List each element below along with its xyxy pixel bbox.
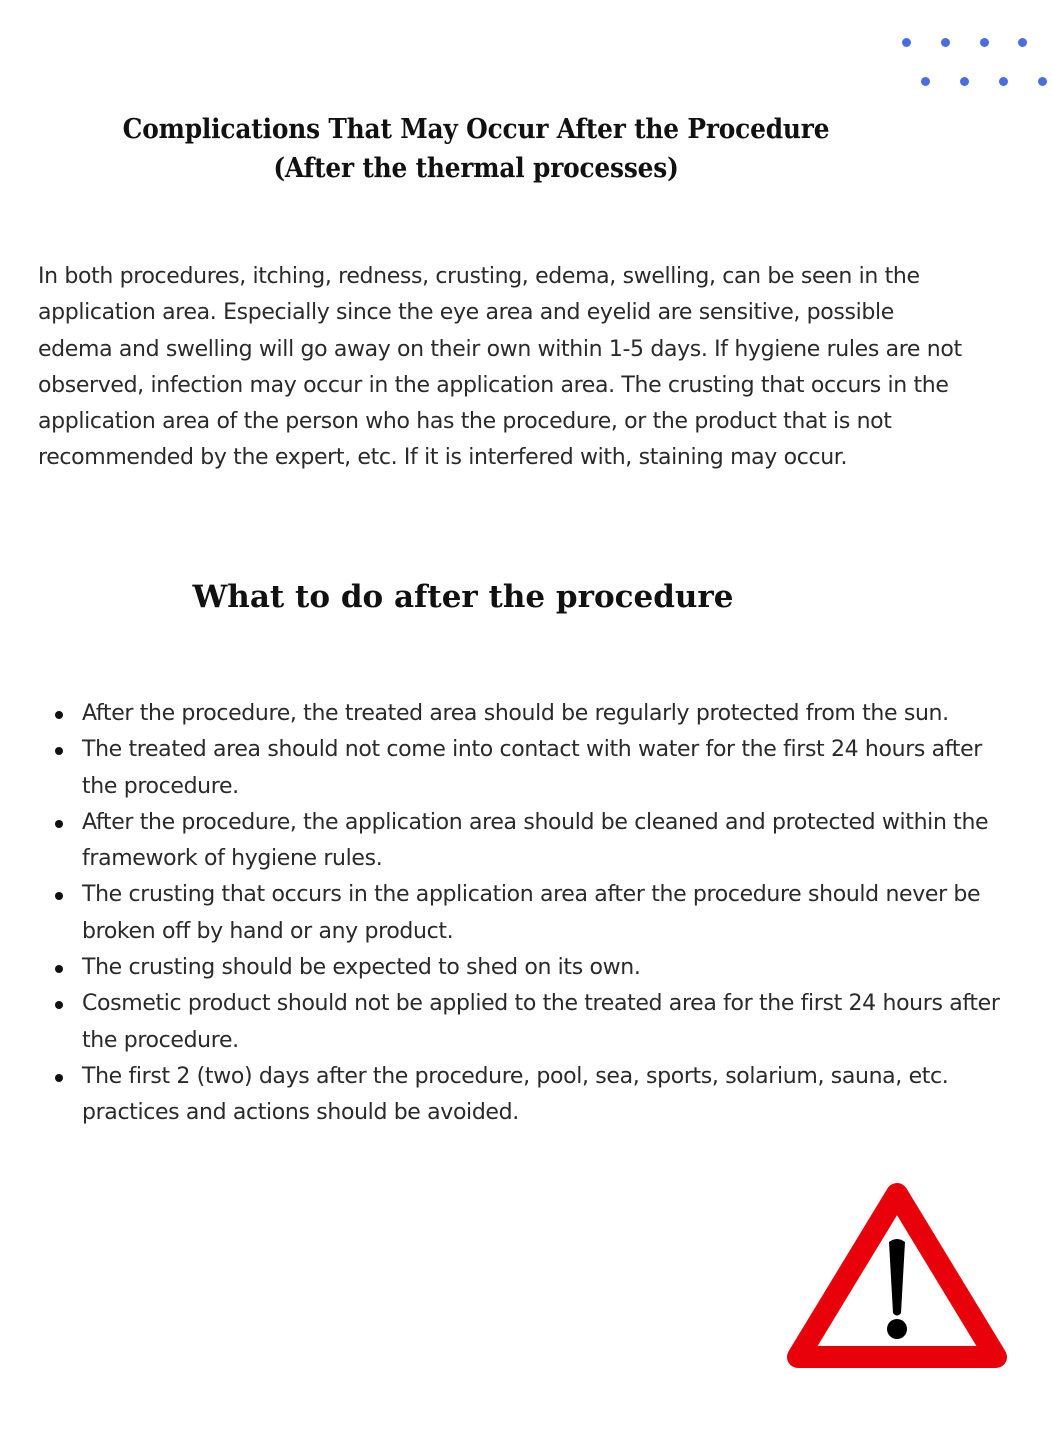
list-item xyxy=(82,732,1002,805)
list-item xyxy=(82,1059,1002,1132)
decorative-dot-pattern xyxy=(0,0,1052,120)
dot-icon xyxy=(980,38,989,47)
bullet-icon xyxy=(55,1074,63,1082)
title-line-2: (After the thermal processes) xyxy=(273,153,679,184)
bullet-icon xyxy=(55,711,63,719)
list-item-text: The crusting should be expected to shed on its own. xyxy=(82,955,641,981)
list-item-text: The first 2 (two) days after the procedure, pool, sea, sports, solarium, sauna, etc. practices and actions should be avoided. xyxy=(82,1063,949,1126)
dot-icon xyxy=(1038,77,1047,86)
list-item xyxy=(82,696,1002,732)
page-title xyxy=(38,110,914,188)
bullet-icon xyxy=(55,892,63,900)
section-heading: What to do after the procedure xyxy=(192,579,734,615)
list-item xyxy=(82,805,1002,878)
list-item xyxy=(82,986,1002,1059)
list-item-text: After the procedure, the treated area should be regularly protected from the sun. xyxy=(82,701,949,726)
dot-icon xyxy=(999,77,1008,86)
list-item xyxy=(82,950,1002,986)
bullet-icon xyxy=(55,820,63,828)
list-item xyxy=(82,877,1002,950)
list-item-text: Cosmetic product should not be applied to the treated area for the first 24 hours after the procedure. xyxy=(82,991,1000,1053)
bullet-icon xyxy=(55,1001,63,1009)
dot-icon xyxy=(902,38,911,47)
warning-triangle-icon xyxy=(786,1180,1008,1370)
title-line-1: Complications That May Occur After the Procedure xyxy=(122,114,830,145)
dot-icon xyxy=(960,77,969,86)
list-item-text: The crusting that occurs in the application area after the procedure should never be broken off by hand or any product. xyxy=(82,882,981,944)
dot-icon xyxy=(1018,38,1027,47)
dot-icon xyxy=(941,38,950,47)
intro-paragraph: In both procedures, itching, redness, crusting, edema, swelling, can be seen in the application area. Especially since the eye area and eyelid are sensitive, possible edema and swelling will go away on their own within 1-5 days. If hygiene rules are not observed, infection may occur in the application area. The crusting that occurs in the application area of the person who has the procedure, or the product that is not recommended by the expert, etc. If it is interfered with, staining may occur. xyxy=(38,264,962,471)
list-item-text: After the procedure, the application area should be cleaned and protected within the framework of hygiene rules. xyxy=(82,809,989,872)
list-item-text: The treated area should not come into contact with water for the first 24 hours after the procedure. xyxy=(82,737,982,799)
bullet-icon xyxy=(55,747,63,755)
aftercare-list xyxy=(38,696,1002,1132)
bullet-icon xyxy=(55,965,63,973)
dot-icon xyxy=(921,77,930,86)
